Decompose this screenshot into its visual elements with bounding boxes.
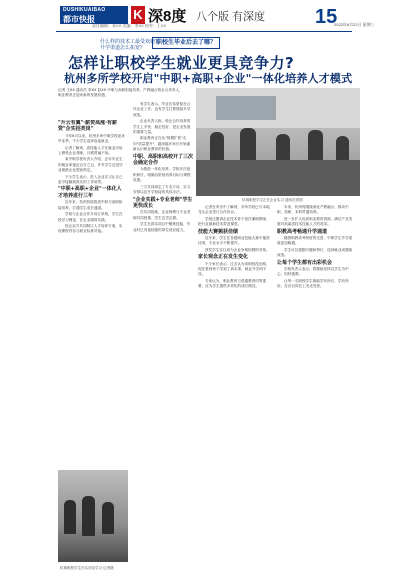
section-heading: 技能大赛频获佳绩 xyxy=(198,228,239,235)
body-paragraph: 有学生表示，毕业后希望留在合作企业工作，也有学生打算继续升学深造。 xyxy=(133,102,191,117)
body-paragraph: 职业教育正在从"规模扩张"走向"质量提升"，越来越多家长开始重新认识职业教育的价值。 xyxy=(133,136,191,152)
article-column-2 xyxy=(133,102,193,567)
top-photo-caption: 杭城职校学生正在企业实习 通讯员供图 xyxy=(242,198,303,202)
section-heading: 职教高考畅通升学通道 xyxy=(277,228,328,235)
section-heading: 中职、高职和高校开了三次会确定合作 xyxy=(133,153,193,167)
k-mark-icon: K xyxy=(131,6,145,24)
editor-credits: 责任编辑：张XX 美编：李XX 校对：王XX xyxy=(92,23,167,28)
lead-paragraph: 记者 王XX 通讯员 李XX 赵XX 中职与高职衔接培养，产教融合校企合作育人，职业教育正迎来新的发展机遇。 xyxy=(58,88,183,98)
bottom-photo-caption: 杭城职校学生在实训室学习 记者摄 xyxy=(60,566,114,570)
newspaper-logo xyxy=(60,6,128,24)
body-paragraph: 某中职学校负责人介绍，去年毕业生的就业率接近百分之百，许多学生还没毕业就被企业提前预定。 xyxy=(58,157,123,173)
section-heading: 家长观念正在发生变化 xyxy=(198,254,249,261)
body-paragraph: 不少家长表示，过去认为读职校没出路，现在看到孩子学到了真本事，就业升学两不误。 xyxy=(198,261,270,277)
kicker-question-1: 什么样的技术工最受欢迎？ xyxy=(100,39,161,45)
body-paragraph: 企业负责人称，校企合作培养的学生上手快、稳定性好，是企业发展的重要力量。 xyxy=(133,119,191,135)
body-paragraph: 校企双方共同制订人才培养方案，实现课程内容与职业标准对接。 xyxy=(58,223,123,234)
body-paragraph: 今年6月以来，杭州多所中职学校迎来毕业季，不少学生选择直接就业。 xyxy=(58,133,125,144)
body-paragraph: 近年来，杭州持续推进中职与高职衔接培养，打通学生成长通道。 xyxy=(58,200,123,210)
body-paragraph: 进一步扩大优质职业教育资源，满足产业发展对高素质技术技能人才的需求。 xyxy=(277,216,353,227)
logo-pinyin: DUSHIKUAIBAO xyxy=(63,7,106,13)
body-paragraph: 让每一名职校学生都能学有所长、学有所用，在各自岗位上发光发热。 xyxy=(277,278,349,289)
body-paragraph: 学生可以根据兴趣和特长，选择就业或继续深造。 xyxy=(277,247,353,258)
classroom-photo xyxy=(196,88,360,196)
logo-cn: 都市快报 xyxy=(63,15,95,24)
section-heading: "企业实践+专业老师"学生更快成长 xyxy=(133,196,193,209)
page-number: 15 xyxy=(315,6,338,28)
headline: 怎样让职校学生就业更具竞争力? xyxy=(68,54,295,72)
issue-date: 2022年6月22日 星期三 xyxy=(334,22,375,27)
body-paragraph: 不少学生表示，进入企业实习让自己更早接触到真实的工作场景。 xyxy=(58,174,123,185)
section-heading: "中职+高职+企业"一体化人才培养进行三年 xyxy=(58,186,122,199)
section-heading: "升云有翼"·薪资高涨·有薪资"企实招类岗" xyxy=(58,120,118,133)
training-photo xyxy=(58,470,128,562)
body-paragraph: 获奖学生往往成为企业争相招聘的对象。 xyxy=(205,247,270,252)
article-column-3 xyxy=(198,205,270,565)
body-paragraph: 学生在真实项目中锻炼技能，毕业时已具备较强的岗位适应能力。 xyxy=(133,222,191,232)
section-title: 深8度 xyxy=(148,8,187,25)
header-divider xyxy=(56,31,352,32)
body-paragraph: 学校与企业合作开设订单班，学生在校学习理论，在企业跟岗实践。 xyxy=(58,212,123,222)
body-paragraph: 记者了解到，高技能人才在就业市场上颇受企业青睐，月薪普遍不低。 xyxy=(58,145,123,156)
body-paragraph: 为推进一体化培养，学校多次组织研讨，明确各阶段培养目标与课程设置。 xyxy=(133,167,191,183)
kicker-question-2: 升学渠道怎么拓宽？ xyxy=(100,45,146,51)
body-paragraph: 在实训基地，企业师傅与专业老师共同授课，学生边学边做。 xyxy=(133,210,191,220)
kicker-box: 职校生毕业后去了哪？ xyxy=(152,37,220,49)
body-paragraph: 学校负责人表示，将继续坚持以学生为中心，因材施教。 xyxy=(277,267,349,277)
section-slogan: 八个版 有深度 xyxy=(196,11,266,23)
body-paragraph: 学校还邀请企业技术骨干担任兼职教师，把行业最新技术带进课堂。 xyxy=(198,216,270,227)
page-header xyxy=(0,0,408,28)
section-heading: 让每个学生都有出彩机会 xyxy=(277,259,333,266)
sub-headline: 杭州多所学校开启"中职+高职+企业"一体化培养人才模式 xyxy=(64,72,353,85)
article-column-4 xyxy=(277,205,353,565)
body-paragraph: 三方共同商定了专业方向、实习安排以及升学衔接的具体办法。 xyxy=(133,184,191,195)
body-paragraph: 未来，杭州将继续深化产教融合，推动中职、高职、本科贯通培养。 xyxy=(277,205,349,215)
body-paragraph: 近年来，学生在各级职业技能大赛中屡获佳绩，专业水平不断提升。 xyxy=(198,236,270,246)
body-paragraph: 记者在采访中了解到，多所学校已与本地龙头企业签订合作协议。 xyxy=(198,205,270,215)
body-paragraph: 随着职教高考制度的完善，中职学生升学渠道更加畅通。 xyxy=(277,236,353,246)
body-paragraph: 专家认为，职业教育与普通教育同等重要，应为学生提供多样化的成长路径。 xyxy=(198,278,267,289)
article-column-1 xyxy=(58,120,126,465)
